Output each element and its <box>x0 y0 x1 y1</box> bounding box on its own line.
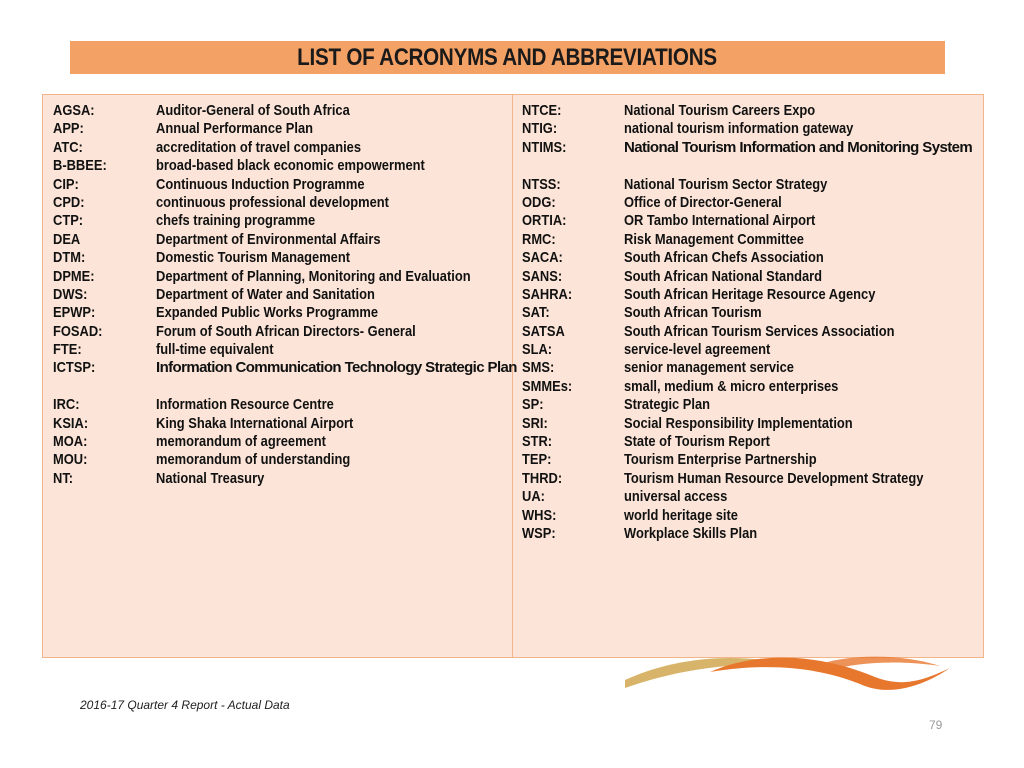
acronym-row <box>53 415 501 433</box>
acronym: SMS: <box>522 359 555 377</box>
acronym-definition: small, medium & micro enterprises <box>624 377 839 395</box>
acronym: ICTSP: <box>53 359 96 377</box>
acronym: MOU: <box>53 451 88 469</box>
acronym: NT: <box>53 469 74 487</box>
footer-text: 2016-17 Quarter 4 Report - Actual Data <box>80 698 290 712</box>
acronym-table <box>42 94 984 658</box>
acronym: APP: <box>53 120 84 138</box>
acronym: MOA: <box>53 433 88 451</box>
acronym: NTCE: <box>522 102 562 119</box>
acronym-definition: Information Resource Centre <box>156 396 334 414</box>
acronym-definition: Risk Management Committee <box>624 230 804 248</box>
acronym-row <box>522 433 972 451</box>
acronym: DPME: <box>53 267 95 285</box>
acronym-row <box>522 194 972 212</box>
acronym: NTIMS: <box>522 138 567 156</box>
acronym-definition: service-level agreement <box>624 341 771 359</box>
acronym: SMMEs: <box>522 377 573 395</box>
acronym-row <box>53 268 501 286</box>
acronym-row <box>522 139 972 176</box>
acronym-definition: senior management service <box>624 359 794 377</box>
acronym-row <box>522 268 972 286</box>
acronym-row <box>53 451 501 469</box>
acronym: RMC: <box>522 230 556 248</box>
acronym-definition: memorandum of agreement <box>156 433 326 451</box>
acronym-definition: OR Tambo International Airport <box>624 212 816 230</box>
left-column <box>53 102 517 488</box>
acronym-row <box>522 323 972 341</box>
acronym-definition: full-time equivalent <box>156 341 274 359</box>
acronym-row <box>522 102 972 120</box>
acronym-definition: South African Tourism Services Association <box>624 322 895 340</box>
acronym-definition: world heritage site <box>624 506 738 524</box>
acronym-definition: Auditor-General of South Africa <box>156 102 350 119</box>
acronym: ORTIA: <box>522 212 567 230</box>
acronym: UA: <box>522 488 545 506</box>
acronym-definition: Office of Director-General <box>624 193 782 211</box>
acronym: FTE: <box>53 341 82 359</box>
acronym-definition: Domestic Tourism Management <box>156 249 351 267</box>
acronym: CTP: <box>53 212 84 230</box>
acronym-definition: Department of Planning, Monitoring and Evaluation <box>156 267 471 285</box>
acronym-row <box>522 378 972 396</box>
acronym-definition: Annual Performance Plan <box>156 120 314 138</box>
title-bar <box>70 41 945 74</box>
acronym-definition: Information Communication Technology Strategic Plan <box>156 359 517 377</box>
acronym-row <box>522 341 972 359</box>
acronym: CIP: <box>53 175 79 193</box>
acronym: DTM: <box>53 249 86 267</box>
acronym-row <box>522 231 972 249</box>
swoosh-logo-graphic <box>620 650 960 700</box>
acronym-row <box>53 212 501 230</box>
acronym-definition: South African National Standard <box>624 267 823 285</box>
acronym: STR: <box>522 433 553 451</box>
acronym-definition: National Treasury <box>156 469 265 487</box>
acronym: SANS: <box>522 267 563 285</box>
acronym-row <box>53 102 501 120</box>
acronym-definition: Forum of South African Directors- General <box>156 322 416 340</box>
acronym: AGSA: <box>53 102 95 119</box>
acronym-definition: broad-based black economic empowerment <box>156 157 425 175</box>
acronym-row <box>53 433 501 451</box>
acronym-row <box>53 286 501 304</box>
acronym-row <box>522 212 972 230</box>
acronym: NTSS: <box>522 175 561 193</box>
acronym-definition: South African Heritage Resource Agency <box>624 285 876 303</box>
acronym: KSIA: <box>53 414 89 432</box>
acronym-definition: National Tourism Careers Expo <box>624 102 816 119</box>
acronym-definition: continuous professional development <box>156 193 389 211</box>
page-title: LIST OF ACRONYMS AND ABBREVIATIONS <box>297 43 718 71</box>
acronym-row <box>53 249 501 267</box>
acronym-row <box>522 120 972 138</box>
acronym-definition: Continuous Induction Programme <box>156 175 365 193</box>
acronym-row <box>522 359 972 377</box>
acronym-row <box>522 249 972 267</box>
acronym: SATSA <box>522 322 565 340</box>
acronym-definition: Workplace Skills Plan <box>624 525 758 542</box>
acronym-row <box>522 470 972 488</box>
acronym: FOSAD: <box>53 322 103 340</box>
acronym-definition: Strategic Plan <box>624 396 711 414</box>
acronym: SRI: <box>522 414 548 432</box>
acronym-row <box>53 323 501 341</box>
acronym: SAHRA: <box>522 285 573 303</box>
acronym-row <box>53 120 501 138</box>
acronym-definition: Department of Water and Sanitation <box>156 285 375 303</box>
acronym: SACA: <box>522 249 563 267</box>
acronym: EPWP: <box>53 304 96 322</box>
page-number: 79 <box>929 718 943 732</box>
acronym-row <box>522 488 972 506</box>
acronym-row <box>53 359 517 396</box>
acronym: DWS: <box>53 285 88 303</box>
acronym-definition: chefs training programme <box>156 212 316 230</box>
acronym-row <box>522 396 972 414</box>
acronym-definition: South African Chefs Association <box>624 249 824 267</box>
acronym: ODG: <box>522 193 556 211</box>
acronym-row <box>53 231 501 249</box>
acronym-row <box>522 525 972 543</box>
acronym-definition: universal access <box>624 488 728 506</box>
acronym-definition: King Shaka International Airport <box>156 414 354 432</box>
acronym: WHS: <box>522 506 557 524</box>
acronym-definition: Social Responsibility Implementation <box>624 414 853 432</box>
acronym: DEA <box>53 230 81 248</box>
acronym-definition: national tourism information gateway <box>624 120 854 138</box>
acronym-definition: National Tourism Sector Strategy <box>624 175 828 193</box>
acronym-row <box>53 304 501 322</box>
acronym: CPD: <box>53 193 85 211</box>
acronym: B-BBEE: <box>53 157 107 175</box>
acronym-row <box>53 176 501 194</box>
acronym: SLA: <box>522 341 553 359</box>
acronym-definition: Expanded Public Works Programme <box>156 304 379 322</box>
acronym-row <box>522 286 972 304</box>
acronym-row <box>53 157 501 175</box>
acronym-row <box>522 304 972 322</box>
acronym: TEP: <box>522 451 552 469</box>
acronym: THRD: <box>522 469 563 487</box>
acronym-row <box>53 341 501 359</box>
acronym-definition: State of Tourism Report <box>624 433 770 451</box>
acronym-row <box>522 415 972 433</box>
acronym-definition: Department of Environmental Affairs <box>156 230 381 248</box>
acronym: WSP: <box>522 525 556 542</box>
acronym-row <box>522 507 972 525</box>
acronym-definition: National Tourism Information and Monitoring System <box>624 138 973 156</box>
acronym-row <box>522 451 972 469</box>
acronym: ATC: <box>53 138 83 156</box>
acronym-definition: South African Tourism <box>624 304 762 322</box>
acronym-row <box>53 396 501 414</box>
acronym: SP: <box>522 396 544 414</box>
acronym-row <box>522 176 972 194</box>
acronym: NTIG: <box>522 120 558 138</box>
acronym-definition: Tourism Human Resource Development Strategy <box>624 469 924 487</box>
acronym: SAT: <box>522 304 550 322</box>
acronym: IRC: <box>53 396 80 414</box>
right-column <box>522 102 972 543</box>
acronym-definition: Tourism Enterprise Partnership <box>624 451 817 469</box>
acronym-definition: accreditation of travel companies <box>156 138 362 156</box>
acronym-row <box>53 470 501 488</box>
acronym-row <box>53 194 501 212</box>
acronym-row <box>53 139 501 157</box>
acronym-definition: memorandum of understanding <box>156 451 351 469</box>
